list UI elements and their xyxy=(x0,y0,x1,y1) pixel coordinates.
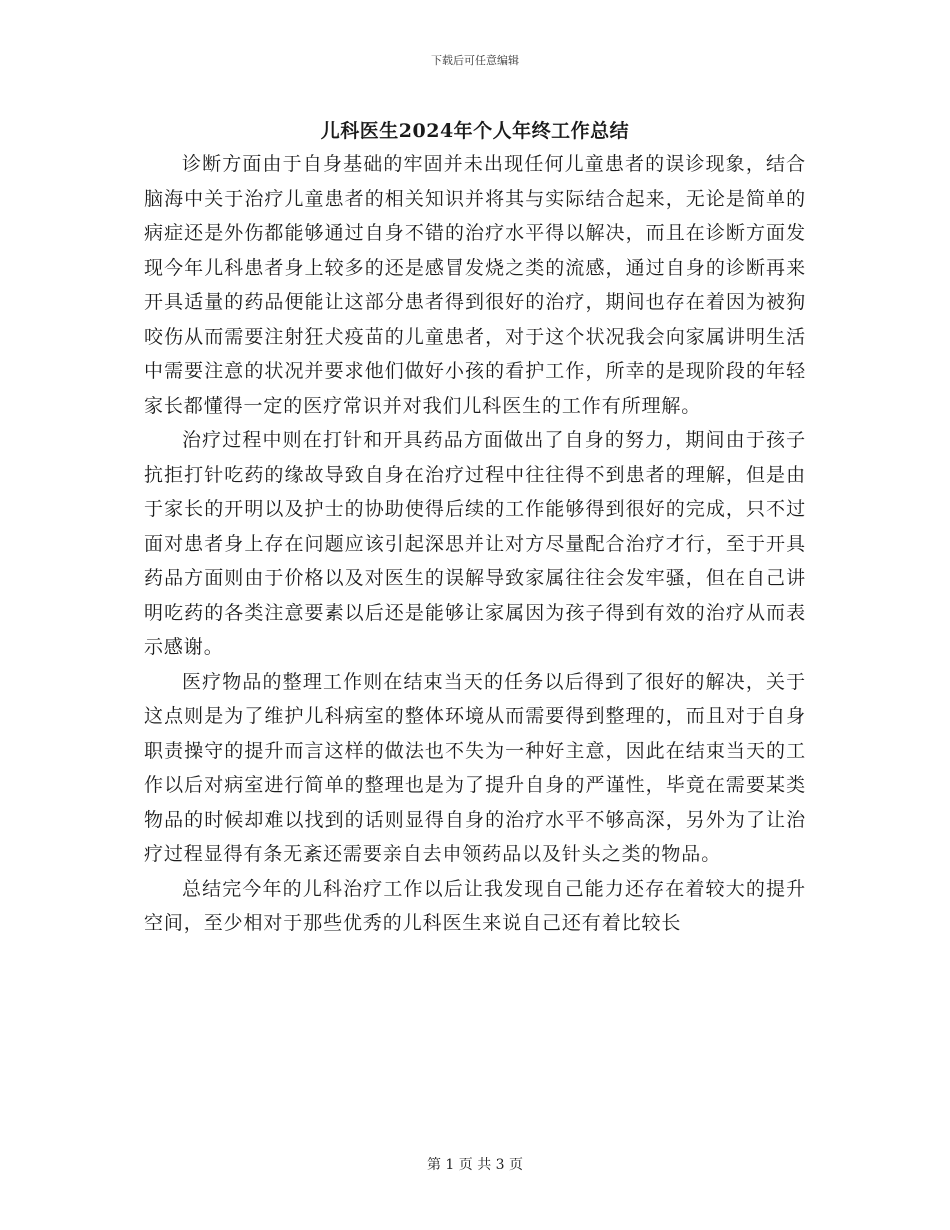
paragraph-treatment: 治疗过程中则在打针和开具药品方面做出了自身的努力，期间由于孩子抗拒打针吃药的缘故导致自身在治疗过程中往往得不到患者的理解，但是由于家长的开明以及护士的协助使得后续的工作能够得到很好的完成，只不过面对患者身上存在问题应该引起深思并让对方尽量配合治疗才行，至于开具药品方面则由于价格以及对医生的误解导致家属往往会发牢骚，但在自己讲明吃药的各类注意要素以后还是能够让家属因为孩子得到有效的治疗从而表示感谢。 xyxy=(144,429,806,658)
paragraph-supplies: 医疗物品的整理工作则在结束当天的任务以后得到了很好的解决，关于这点则是为了维护儿科病室的整体环境从而需要得到整理的，而且对于自身职责操守的提升而言这样的做法也不失为一种好主意，因此在结束当天的工作以后对病室进行简单的整理也是为了提升自身的严谨性，毕竟在需要某类物品的时候却难以找到的话则显得自身的治疗水平不够高深，另外为了让治疗过程显得有条无紊还需要亲自去申领药品以及针头之类的物品。 xyxy=(144,670,806,865)
page-number-footer: 第 1 页 共 3 页 xyxy=(426,1157,524,1173)
page-header-note: 下载后可任意编辑 xyxy=(431,54,519,67)
paragraph-diagnosis: 诊断方面由于自身基础的牢固并未出现任何儿童患者的误诊现象，结合脑海中关于治疗儿童患者的相关知识并将其与实际结合起来，无论是简单的病症还是外伤都能够通过自身不错的治疗水平得以解决，而且在诊断方面发现今年儿科患者身上较多的还是感冒发烧之类的流感，通过自身的诊断再来开具适量的药品便能让这部分患者得到很好的治疗，期间也存在着因为被狗咬伤从而需要注射狂犬疫苗的儿童患者，对于这个状况我会向家属讲明生活中需要注意的状况并要求他们做好小孩的看护工作，所幸的是现阶段的年轻家长都懂得一定的医疗常识并对我们儿科医生的工作有所理解。 xyxy=(144,153,806,417)
document-body xyxy=(144,147,806,941)
paragraph-summary: 总结完今年的儿科治疗工作以后让我发现自己能力还存在着较大的提升空间，至少相对于那些优秀的儿科医生来说自己还有着比较长 xyxy=(144,877,806,934)
document-title: 儿科医生2024年个人年终工作总结 xyxy=(320,120,630,142)
